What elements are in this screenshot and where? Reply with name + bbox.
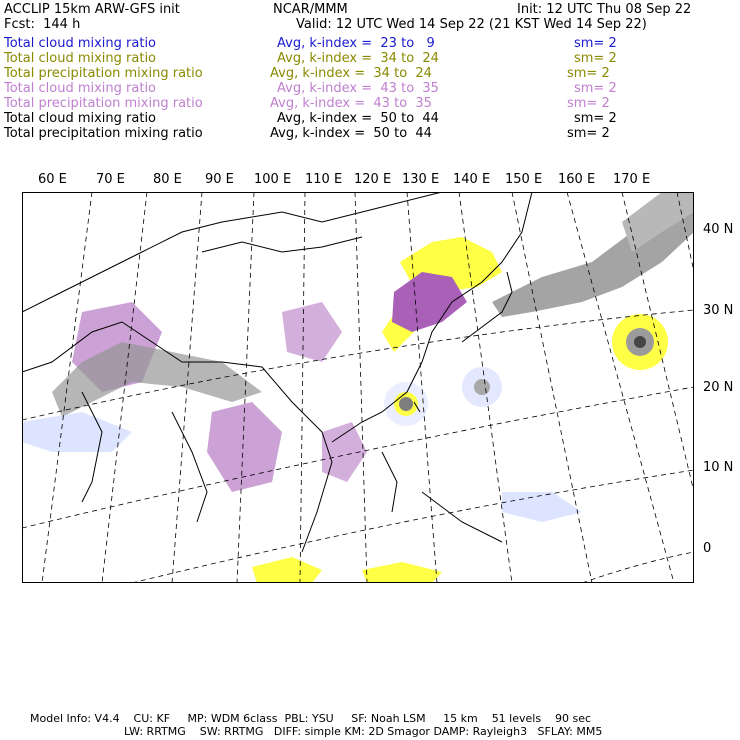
lon-label: 90 E [205, 172, 234, 187]
lon-label: 80 E [153, 172, 182, 187]
forecast-map [22, 192, 694, 583]
center-label: NCAR/MMM [273, 2, 348, 17]
legend-avg: Avg, k-index = 43 to 35 [270, 96, 432, 111]
lon-label: 140 E [453, 172, 491, 187]
legend-sm: sm= 2 [567, 66, 610, 81]
lon-label: 70 E [96, 172, 125, 187]
lon-label: 120 E [354, 172, 392, 187]
lat-label: 30 N [703, 303, 734, 318]
legend-avg: Avg, k-index = 23 to 9 [277, 36, 435, 51]
legend-field: Total cloud mixing ratio [4, 36, 157, 51]
legend-avg: Avg, k-index = 34 to 24 [270, 66, 432, 81]
valid-time: Valid: 12 UTC Wed 14 Sep 22 (21 KST Wed 14 Sep 22) [296, 17, 647, 32]
lat-label: 40 N [703, 222, 734, 237]
legend-avg: Avg, k-index = 43 to 35 [277, 81, 439, 96]
lon-label: 110 E [305, 172, 343, 187]
lat-label: 20 N [703, 380, 734, 395]
model-title: ACCLIP 15km ARW-GFS init [4, 2, 180, 17]
lon-label: 60 E [38, 172, 67, 187]
legend-field: Total cloud mixing ratio [4, 81, 157, 96]
legend-sm: sm= 2 [574, 111, 617, 126]
init-time: Init: 12 UTC Thu 08 Sep 22 [517, 2, 692, 17]
legend-avg: Avg, k-index = 50 to 44 [270, 126, 432, 141]
lat-label: 0 [703, 541, 712, 556]
physics-info: LW: RRTMG SW: RRTMG DIFF: simple KM: 2D Smagor DAMP: Rayleigh3 SFLAY: MM5 [124, 725, 603, 738]
legend-field: Total precipitation mixing ratio [4, 126, 203, 141]
lon-label: 100 E [254, 172, 292, 187]
legend-sm: sm= 2 [574, 81, 617, 96]
legend-avg: Avg, k-index = 50 to 44 [277, 111, 439, 126]
legend-field: Total precipitation mixing ratio [4, 66, 203, 81]
legend-sm: sm= 2 [567, 126, 610, 141]
lat-label: 10 N [703, 460, 734, 475]
map-background [22, 192, 694, 583]
lon-label: 170 E [613, 172, 651, 187]
legend-field: Total precipitation mixing ratio [4, 96, 203, 111]
lon-label: 160 E [558, 172, 596, 187]
legend-avg: Avg, k-index = 34 to 24 [277, 51, 439, 66]
lon-label: 130 E [402, 172, 440, 187]
lon-label: 150 E [505, 172, 543, 187]
legend-sm: sm= 2 [574, 51, 617, 66]
legend-field: Total cloud mixing ratio [4, 111, 157, 126]
legend-sm: sm= 2 [574, 36, 617, 51]
model-info: Model Info: V4.4 CU: KF MP: WDM 6class PBL: YSU SF: Noah LSM 15 km 51 levels 90 sec [30, 712, 592, 725]
forecast-hour: Fcst: 144 h [4, 17, 81, 32]
legend-field: Total cloud mixing ratio [4, 51, 157, 66]
legend-sm: sm= 2 [567, 96, 610, 111]
